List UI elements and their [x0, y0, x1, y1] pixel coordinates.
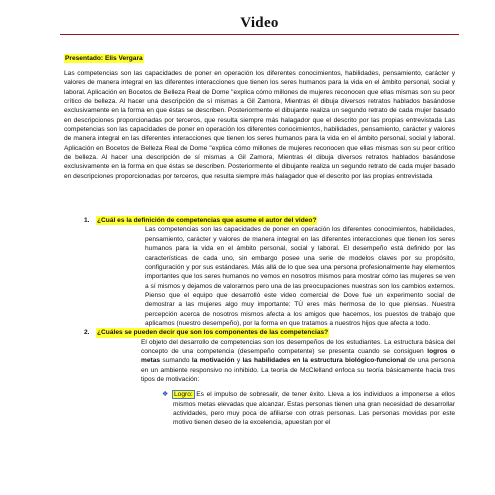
answer-1 — [64, 225, 455, 328]
question-2 — [64, 328, 455, 337]
question-number: 2. — [84, 329, 90, 337]
question-text: ¿Cuáles se pueden decir que son los componentes de las competencias? — [97, 329, 329, 337]
answer-emphasis: logros o metas — [141, 347, 455, 365]
answer-emphasis: las habilidades en la estructura biológico-funcional — [242, 357, 406, 365]
diamond-bullet-icon: ❖ — [162, 391, 169, 399]
answer-paragraph — [141, 338, 455, 385]
answer-emphasis: la motivación — [191, 357, 235, 365]
presenter-line: Presentado: Elis Vergara — [65, 55, 143, 62]
question-number: 1. — [84, 217, 90, 225]
bullet-text: Es el impulso de sobresalir, de tener éxito. Lleva a los individuos a imponerse a ellos mismos metas elevadas que alcanzar. Estas personas tienen una gran necesidad de desarrollar actividades, pero muy poca de afiliarse con otras personas. Las personas movidas por este motivo tienen deseo de la excelencia, apuestan por el — [173, 391, 455, 427]
answer-text: y — [234, 357, 243, 365]
question-1 — [64, 216, 455, 225]
title-divider — [60, 34, 459, 35]
answer-text: El objeto del desarrollo de competencias son los desempeños de los estudiantes. La estructura básica del concepto de una competencia (desempeño competente) se presenta cuando se consiguen — [141, 338, 455, 355]
bullet-item-logro — [64, 390, 455, 427]
answer-2 — [64, 338, 455, 385]
bullet-paragraph — [173, 390, 455, 427]
answer-paragraph: Las competencias son las capacidades de poner en operación los diferentes conocimientos, habilidades, pensamiento, carácter y valores de manera integral en las diferentes interacciones que tienen los seres humanos para la vida en el ámbito personal, social y laboral. El desempeño está definido por las características de cada uno, sin embargo posee una serie de modelos claves por su propósito, configuración y por sus estándares. Más allá de lo que sea una persona profesionalmente hay elementos importantes que los seres humanos no vemos en nosotros mismos para mostrar cómo las mujeres se ven a sí mismos y dejamos de valorarnos pero una de las preocupaciones nuestras son los cambios externos. Pienso que el equipo que desarrolló este video comercial de Dove fue un experimento social de demostrar a las mujeres algo muy importante: TÚ eres más hermosa de lo que piensas. Nuestra percepción acerca de nosotros mismos afecta a los amigos que hacemos, los puestos de trabajo que aplicamos (nuestro desempeño), por la forma en que tratamos a nuestros hijos que afecta a todo. — [145, 226, 455, 327]
answer-text: sumando — [160, 357, 192, 365]
intro-paragraph: Las competencias son las capacidades de poner en operación los diferentes conocimientos, habilidades, pensamiento, carácter y valores de manera integral en las diferentes interacciones que tienen los seres humanos para la vida en el ámbito personal, social y laboral. Aplicación en Bocetos de Belleza Real de Dome "explica cómo millones de mujeres reconocen que ellas mismas son su peor crítico de belleza. Al hacer una descripción de sí mismas a Gil Zamora, Mientras él dibuja diversos retratos hablados basándose exclusivamente en la forma en que éstas se describen. Posteriormente el dibujante realiza un segundo retrato de cada mujer basado en descripciones proporcionadas por terceros, que resulta siempre más halagador que el descrito por las propias entrevistada Las competencias son las capacidades de poner en operación los diferentes conocimientos, habilidades, pensamiento, carácter y valores de manera integral en las diferentes interacciones que tienen los seres humanos para la vida en el ámbito personal, social y laboral. Aplicación en Bocetos de Belleza Real de Dome "explica cómo millones de mujeres reconocen que ellas mismas son su peor crítico de belleza. Al hacer una descripción de sí mismas a Gil Zamora, Mientras él dibuja diversos retratos hablados basándose exclusivamente en la forma en que éstas se describen. Posteriormente el dibujante realiza un segundo retrato de cada mujer basado en descripciones proporcionadas por terceros, que resulta siempre más halagador que el descrito por las propias entrevistada — [64, 70, 455, 180]
document-title: Video — [240, 15, 279, 31]
answer-text: de una persona en un ambiente responsivo no inhibido. La teoría de McClelland enfoca su teoría básicamente hacia tres tipos de motivación: — [141, 357, 455, 383]
bullet-term: Logro: — [174, 391, 193, 399]
question-text: ¿Cuál es la definición de competencias que asume el autor del video? — [97, 217, 317, 225]
